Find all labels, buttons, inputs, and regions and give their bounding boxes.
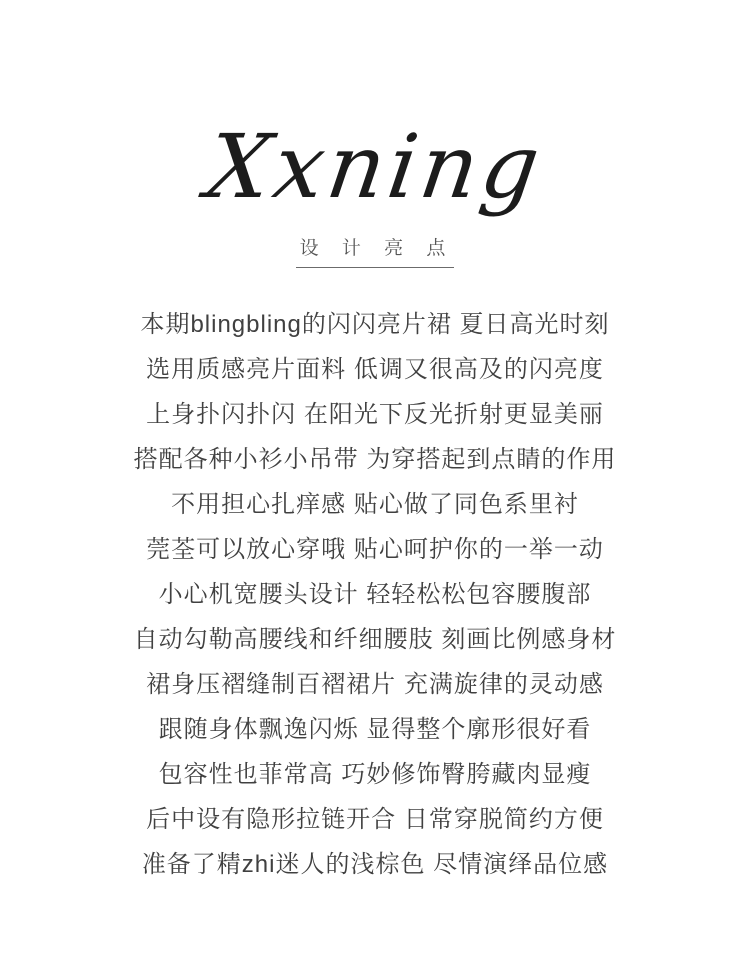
section-title: 设 计 亮 点 [296,233,455,268]
description-line: 跟随身体飘逸闪烁 显得整个廓形很好看 [158,716,592,744]
description-line: 本期blingbling的闪闪亮片裙 夏日高光时刻 [140,311,610,339]
description-line: 包容性也菲常高 巧妙修饰臀胯藏肉显瘦 [158,761,592,789]
description-line: 莞荃可以放心穿哦 贴心呵护你的一举一动 [146,536,604,564]
description-line: 不用担心扎痒感 贴心做了同色系里衬 [171,491,579,519]
description-line: 自动勾勒高腰线和纤细腰肢 刻画比例感身材 [133,626,617,654]
description-line: 小心机宽腰头设计 轻轻松松包容腰腹部 [158,581,592,609]
description-line: 准备了精zhi迷人的浅棕色 尽情演绎品位感 [141,851,609,879]
description-line: 选用质感亮片面料 低调又很高及的闪亮度 [146,356,604,384]
description-line: 上身扑闪扑闪 在阳光下反光折射更显美丽 [146,401,604,429]
description-line: 裙身压褶缝制百褶裙片 充满旋律的灵动感 [146,671,604,699]
description-text [0,302,750,887]
brand-logo-area [0,116,750,217]
description-line: 搭配各种小衫小吊带 为穿搭起到点睛的作用 [133,446,617,474]
section-header-area [0,233,750,268]
brand-logo: Xxning [200,115,550,218]
description-line: 后中设有隐形拉链开合 日常穿脱简约方便 [146,806,604,834]
